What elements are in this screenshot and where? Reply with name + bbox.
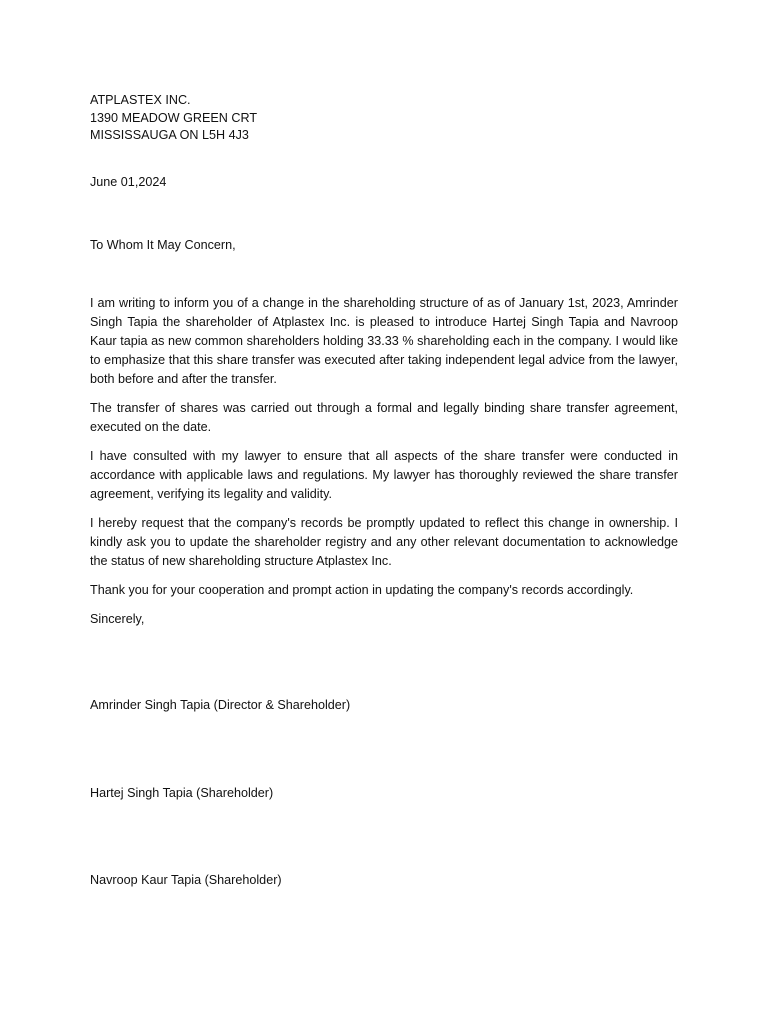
- closing: Sincerely,: [90, 612, 145, 626]
- paragraph-1: I am writing to inform you of a change in the shareholding structure of as of January 1st, 2023, Amrinder Singh Tapia the shareholder of Atplastex Inc. is pleased to introduce Hartej Singh Tapia and Navroop Kaur tapia as new common shareholders holding 33.33 % shareholding each in the company. I would like to emphasize that this share transfer was executed after taking independent legal advice from the lawyer, both before and after the transfer.: [90, 296, 678, 386]
- salutation: To Whom It May Concern,: [90, 238, 236, 252]
- letter-date: June 01,2024: [90, 175, 167, 189]
- paragraph-3: I have consulted with my lawyer to ensure that all aspects of the share transfer were conducted in accordance with applicable laws and regulations. My lawyer has thoroughly reviewed the share transfer agreement, verifying its legality and validity.: [90, 449, 678, 501]
- letter-body: [90, 294, 678, 639]
- signatory-2: Hartej Singh Tapia (Shareholder): [90, 786, 274, 800]
- sender-address: [90, 92, 257, 145]
- signatory-3: Navroop Kaur Tapia (Shareholder): [90, 873, 282, 887]
- sender-city: MISSISSAUGA ON L5H 4J3: [90, 128, 249, 142]
- signatory-1: Amrinder Singh Tapia (Director & Shareholder): [90, 698, 351, 712]
- paragraph-5: Thank you for your cooperation and prompt action in updating the company's records accordingly.: [90, 583, 634, 597]
- sender-company: ATPLASTEX INC.: [90, 93, 191, 107]
- paragraph-4: I hereby request that the company's records be promptly updated to reflect this change in ownership. I kindly ask you to update the shareholder registry and any other relevant documentation to acknowledge the status of new shareholding structure Atplastex Inc.: [90, 516, 678, 568]
- paragraph-2: The transfer of shares was carried out through a formal and legally binding share transfer agreement, executed on the date.: [90, 401, 678, 434]
- sender-street: 1390 MEADOW GREEN CRT: [90, 110, 258, 125]
